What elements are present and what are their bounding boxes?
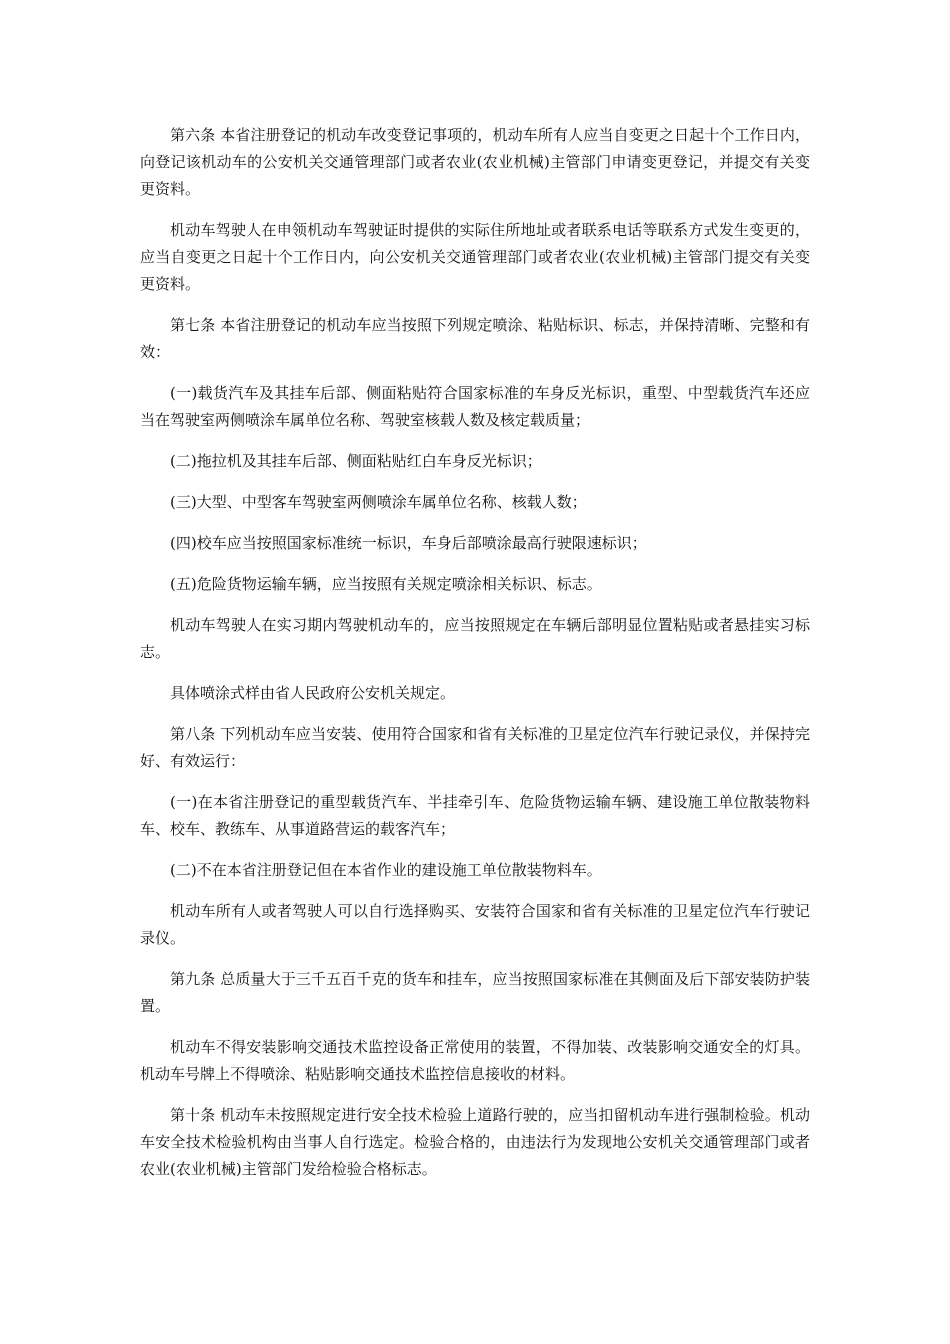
list-item-7-3: (三)大型、中型客车驾驶室两侧喷涂车属单位名称、核载人数； xyxy=(170,493,587,511)
list-item-8-2: (二)不在本省注册登记但在本省作业的建设施工单位散装物料车。 xyxy=(170,861,602,879)
paragraph-recorder-choice: 机动车所有人或者驾驶人可以自行选择购买、安装符合国家和省有关标准的卫星定位汽车行驶记录仪。 xyxy=(140,902,810,947)
paragraph-article-6: 第六条 本省注册登记的机动车改变登记事项的，机动车所有人应当自变更之日起十个工作日内，向登记该机动车的公安机关交通管理部门或者农业(农业机械)主管部门申请变更登记，并提交有关变更资料。 xyxy=(140,126,810,198)
paragraph-article-8: 第八条 下列机动车应当安装、使用符合国家和省有关标准的卫星定位汽车行驶记录仪，并保持完好、有效运行： xyxy=(140,725,810,770)
list-item-8-1: (一)在本省注册登记的重型载货汽车、半挂牵引车、危险货物运输车辆、建设施工单位散装物料车、校车、教练车、从事道路营运的载客汽车； xyxy=(140,793,810,838)
paragraph-article-7: 第七条 本省注册登记的机动车应当按照下列规定喷涂、粘贴标识、标志，并保持清晰、完整和有效： xyxy=(140,316,810,361)
list-item-7-4: (四)校车应当按照国家标准统一标识，车身后部喷涂最高行驶限速标识； xyxy=(170,534,647,552)
list-item-7-1: (一)载货汽车及其挂车后部、侧面粘贴符合国家标准的车身反光标识，重型、中型载货汽车还应当在驾驶室两侧喷涂车属单位名称、驾驶室核载人数及核定载质量； xyxy=(140,384,810,429)
paragraph-article-9: 第九条 总质量大于三千五百千克的货车和挂车，应当按照国家标准在其侧面及后下部安装防护装置。 xyxy=(140,970,810,1015)
document-body xyxy=(140,122,810,1197)
paragraph-article-10: 第十条 机动车未按照规定进行安全技术检验上道路行驶的，应当扣留机动车进行强制检验。机动车安全技术检验机构由当事人自行选定。检验合格的，由违法行为发现地公安机关交通管理部门或者农业(农业机械)主管部门发给检验合格标志。 xyxy=(140,1106,810,1178)
paragraph-lighting-rules: 机动车不得安装影响交通技术监控设备正常使用的装置，不得加装、改装影响交通安全的灯具。机动车号牌上不得喷涂、粘贴影响交通技术监控信息接收的材料。 xyxy=(140,1038,810,1083)
list-item-7-5: (五)危险货物运输车辆，应当按照有关规定喷涂相关标识、标志。 xyxy=(170,575,602,593)
list-item-7-2: (二)拖拉机及其挂车后部、侧面粘贴红白车身反光标识； xyxy=(170,452,542,470)
paragraph-driver-contact-change: 机动车驾驶人在申领机动车驾驶证时提供的实际住所地址或者联系电话等联系方式发生变更的，应当自变更之日起十个工作日内，向公安机关交通管理部门或者农业(农业机械)主管部门提交有关变更资料。 xyxy=(140,221,810,293)
paragraph-intern-sign: 机动车驾驶人在实习期内驾驶机动车的，应当按照规定在车辆后部明显位置粘贴或者悬挂实习标志。 xyxy=(140,616,810,661)
paragraph-paint-style: 具体喷涂式样由省人民政府公安机关规定。 xyxy=(170,684,456,702)
